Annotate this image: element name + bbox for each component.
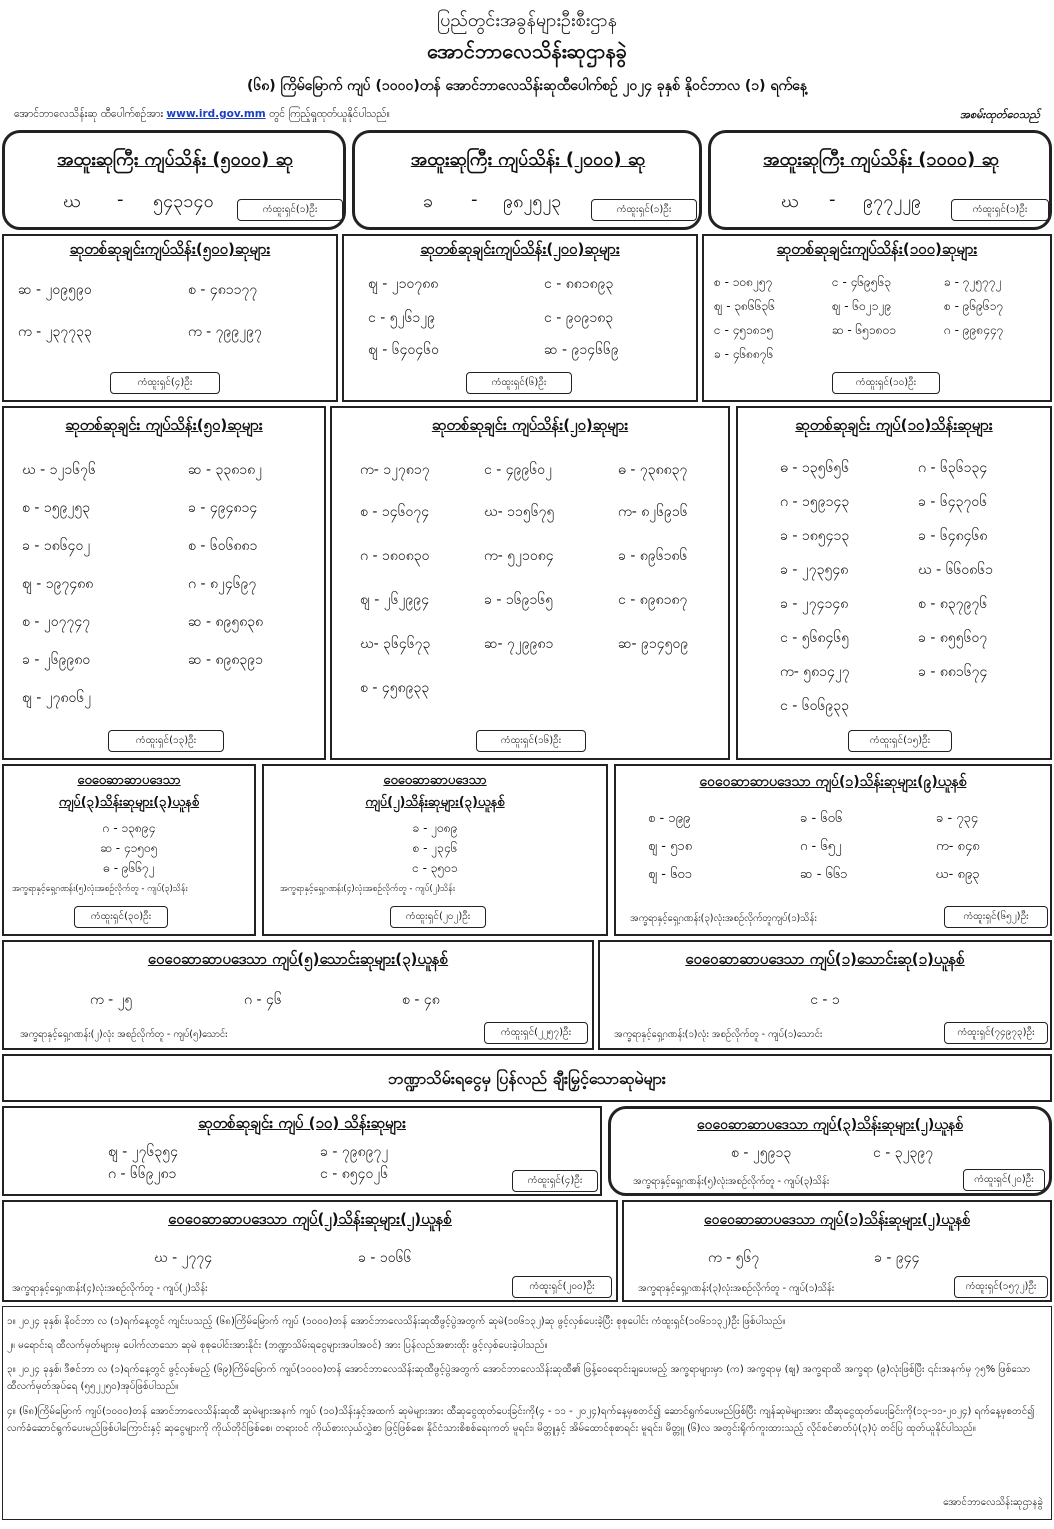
prize-number: ခ - ၄၆၈၈၇၆	[714, 347, 774, 361]
prize-number: င - ၈၉၈၁၈၇	[618, 592, 688, 608]
prize-1lakh-title: ဝေဝေဆာဆာပဒေသာ ကျပ်(၁)သိန်းဆုများ(၉)ယူနစ်	[699, 774, 967, 790]
prize-number: ဆ - ၈၉၅၈၃၈	[188, 614, 264, 630]
prize-3lakh-title-2: ကျပ်(၃)သိန်းဆုများ(၃)ယူနစ်	[58, 795, 200, 810]
prize-number: စ - ၄၅၈၉၃၃	[360, 680, 430, 696]
prize-number: င - ၆၀၆၉၃၃	[780, 698, 849, 714]
prize-number: ဆ - ၈၉၈၃၉၁	[188, 652, 263, 668]
prize-number: ဆ - ၄၁၅၀၅	[100, 841, 158, 855]
prize-dash: -	[471, 189, 478, 210]
prize-number: စ - ၄၈	[402, 992, 440, 1008]
prize-50-title: ဆုတစ်ဆုချင်း ကျပ်သိန်း(၅၀)ဆုများ	[65, 416, 263, 434]
website-notice-suffix: တွင် ကြည့်ရှုထုတ်ယူနိုင်ပါသည်။	[269, 108, 390, 120]
website-notice-prefix: အောင်ဘာလေသိန်းဆု ထီပေါက်စဉ်အား	[14, 108, 164, 120]
prize-number: င - ၃၂၃၉၇	[873, 1145, 934, 1161]
prize-number: ဂ - ၆၅၂	[800, 839, 842, 854]
reallocated-prizes-banner	[2, 1054, 1052, 1102]
prize-number: ခ - ၁၆၉၁၆၅	[484, 592, 554, 608]
prize-number: ဆ - ၉၁၄၆၆၉	[544, 342, 619, 358]
prize-number: ဂ - ၄၆	[244, 992, 282, 1008]
prize-number: စ - ၆၀၆၈၈၁	[188, 538, 258, 554]
prize-number: င - ၈၅၄၀၂၆	[320, 1166, 389, 1182]
prize-200-box	[342, 234, 698, 402]
prize-number: ခ - ၆၄၃၇၀၆	[918, 494, 988, 510]
prize-number: ဈ - ၁၉၇၄၈၈	[22, 576, 94, 592]
match-rule-note: အက္ခရာနှင့်ရှေ့ဂဏန်း(၅)လုံးအစဉ်လိုက်တူ - ကျပ်(၃)သိန်း	[633, 1176, 830, 1187]
notes-panel	[2, 1306, 1052, 1520]
prize-prefix: ဃ	[781, 191, 799, 212]
prize-number: ဈ - ၆၄၀၄၆၀	[368, 342, 440, 358]
winner-count: ကံထူးရှင်(၇၄၉၇၃)ဦး	[944, 1022, 1048, 1044]
grand-prize-box-2	[352, 130, 702, 230]
prize-number: ဂ - ၁၈၀၈၃၀	[360, 548, 430, 564]
prize-number: ဓ - ၇၃၈၈၃၇	[618, 462, 688, 478]
prize-number: င - ၄၉၉၆၀၂	[484, 462, 552, 478]
prize-number: ခ - ၂၇၃၅၄၈	[780, 562, 849, 578]
prize-50-box	[2, 406, 326, 760]
winner-count: ကံထူးရှင်(၄)ဦး	[110, 372, 220, 394]
prize-number: ဂ - ၆၃၆၁၃၄	[918, 460, 988, 476]
winner-count: ကံထူးရှင်(၆)ဦး	[466, 372, 572, 394]
website-notice	[14, 108, 390, 123]
match-rule-note: အက္ခရာနှင့်ရှေ့ဂဏန်း(၃)လုံးအစဉ်လိုက်တူ - ကျပ်(၁)သိန်း	[638, 1283, 835, 1294]
prize-500-title: ဆုတစ်ဆုချင်းကျပ်သိန်း(၅၀၀)ဆုများ	[69, 240, 271, 258]
office-title: အောင်ဘာလေသိန်းဆုဌာနခွဲ	[427, 39, 627, 63]
grand-prize-box-3	[708, 130, 1052, 230]
prize-number: ခ - ၈၉၆၁၈၆	[618, 548, 688, 564]
prize-number: ဃ - ၂၇၇၄	[154, 1250, 213, 1266]
prize-prefix: ခ	[423, 191, 434, 212]
prize-number: စ - ၉၆၉၆၁၇	[944, 299, 1004, 313]
prize-number: က- ၈၂၆၉၁၆	[618, 504, 688, 520]
prize-number: ဓ - ၁၃၅၆၅၆	[780, 460, 850, 476]
realloc-2lakh-title: ဝေဝေဆာဆာပဒေသာ ကျပ်(၂)သိန်းဆုများ(၂)ယူနစ်	[168, 1210, 452, 1228]
prize-20-title: ဆုတစ်ဆုချင်း ကျပ်သိန်း(၂၀)ဆုများ	[431, 416, 629, 434]
prize-number: က - ၂၅	[90, 992, 133, 1008]
prize-number: ဂ - ၁၃၈၉၄	[102, 821, 156, 835]
prize-number: စ - ၄၈၁၁၇၇	[188, 282, 258, 298]
prize-number: ဆ- ၉၁၄၅၀၉	[618, 636, 689, 652]
prize-number: ဂ - ၆၆၉၂၈၁	[108, 1166, 177, 1182]
prize-number: င - ၁	[810, 992, 840, 1008]
grand-prize-box-1	[2, 130, 346, 230]
note-2: ၂။ မရောင်းရ ထီလက်မှတ်များမှ ပေါက်လာသော ဆုမဲ စုစုပေါင်းအားနိုင်း (ဘဏ္ဍာသိမ်းရငွေများအပါအဝင်) အား ပြန်လည်အစားထိုး ဖွင့်လှစ်ပေးခဲ့ပါသည်။	[7, 1340, 548, 1351]
prize-number: စ - ၁၄၆၀၇၄	[360, 504, 430, 520]
winner-count: ကံထူးရှင်(၁၅)ဦး	[848, 730, 952, 752]
prize-number: က - ၅၆၇	[708, 1250, 760, 1266]
prize-number: ခ - ၇၉၈၉၇၂	[320, 1144, 389, 1160]
match-rule-note: အက္ခရာနှင့်ရှေ့ဂဏန်း(၄)လုံးအစဉ်လိုက်တူ - ကျပ်(၂)သိန်း	[12, 1283, 208, 1294]
grand-prize-title: အထူးဆုကြီး ကျပ်သိန်း (၅၀၀၀) ဆု	[57, 149, 293, 170]
prize-number: က - ၂၃၇၇၃၃	[18, 324, 92, 340]
winner-count: ကံထူးရှင်(၄)ဦး	[512, 1170, 598, 1192]
prize-10-title: ဆုတစ်ဆုချင်း ကျပ်(၁၀)သိန်းဆုများ	[795, 416, 993, 434]
preliminary-label: အစမ်းထုတ်ဝေသည်	[959, 108, 1040, 121]
prize-number: ခ - ၄၉၄၈၁၄	[188, 500, 258, 516]
prize-number: ခ - ၁၈၆၄၀၂	[22, 538, 91, 554]
prize-number: င - ၅၆၈၄၆၅	[780, 630, 850, 646]
draw-subtitle: (၆၈) ကြိမ်မြောက် ကျပ် (၁၀၀၀)တန် အောင်ဘာလေသိန်းဆုထီပေါက်စဉ် ၂၀၂၄ ခုနှစ် နိုဝင်ဘာလ (၁) ရက်နေ့	[246, 78, 807, 94]
banner-title: ဘဏ္ဍာသိမ်းရငွေမှ ပြန်လည် ချီးမြှင့်သောဆုမဲများ	[388, 1069, 666, 1088]
website-link[interactable]: www.ird.gov.mm	[166, 108, 266, 120]
prize-number: ဂ - ၈၂၄၆၉၇	[188, 576, 257, 592]
prize-number: က- ၈၄၈	[936, 839, 980, 854]
match-rule-note: အက္ခရာနှင့်ရှေ့ဂဏန်း(၂)လုံး အစဉ်လိုက်တူ - ကျပ်(၅)သောင်း	[20, 1029, 228, 1040]
prize-number: ခ - ၂၇၄၁၄၈	[780, 596, 849, 612]
winner-count: ကံထူးရှင်(၆၅၂)ဦး	[944, 906, 1048, 928]
prize-number: ဈ - ၆၀၁	[648, 867, 693, 882]
prize-dash: -	[117, 189, 124, 210]
winner-count: ကံထူးရှင်(၁)ဦး	[591, 199, 697, 221]
match-rule-note: အက္ခရာနှင့်ရှေ့ဂဏန်း(၁)လုံး အစဉ်လိုက်တူ - ကျပ်(၁)သောင်း	[614, 1029, 823, 1040]
prize-10k-title: ဝေဝေဆာဆာပဒေသာ ကျပ်(၁)သောင်းဆု(၁)ယူနစ်	[685, 950, 965, 968]
prize-number: ခ - ၁၀၆၆	[358, 1250, 412, 1266]
prize-number: က- ၅၂၁၀၈၄	[484, 548, 554, 564]
prize-200-title: ဆုတစ်ဆုချင်းကျပ်သိန်း(၂၀၀)ဆုများ	[420, 240, 620, 258]
prize-number: စ - ၂၅၉၁၃	[731, 1145, 792, 1161]
winner-count: ကံထူးရှင်(၂၀၂)ဦး	[390, 906, 486, 928]
winner-count: ကံထူးရှင်(၂၀)ဦး	[963, 1169, 1045, 1191]
prize-number: ဈ - ၂၇၈၀၆၂	[22, 690, 92, 706]
prize-1lakh-box	[614, 764, 1052, 936]
prize-number: င - ၃၅၀၁	[412, 861, 458, 875]
prize-2lakh-box	[262, 764, 608, 936]
prize-number: င - ၄၅၁၈၁၅	[714, 323, 774, 337]
realloc-1lakh-title: ဝေဝေဆာဆာပဒေသာ ကျပ်(၁)သိန်းဆုများ(၂)ယူနစ်	[704, 1212, 970, 1228]
prize-number: ခ - ၇၂၅၇၇၂	[944, 275, 1002, 289]
winner-count: ကံထူးရှင်(၁၃)ဦး	[108, 730, 224, 752]
department-title: ပြည်တွင်းအခွန်များဦးစီးဌာန	[437, 10, 617, 31]
prize-500-box	[2, 234, 338, 402]
prize-number: ဈ - ၃၈၆၆၃၆	[714, 299, 776, 313]
prize-3lakh-box	[2, 764, 256, 936]
prize-number: ဂ - ၁၅၉၁၄၃	[780, 494, 850, 510]
prize-number: ဆ - ၆၅၁၈၀၁	[832, 323, 897, 337]
match-rule-note: အက္ခရာနှင့်ရှေ့ဂဏန်း(၃)လုံးအစဉ်လိုက်တူကျပ်(၁)သိန်း	[630, 913, 817, 924]
prize-number: ဆ - ၂၀၉၅၉၀	[18, 282, 92, 298]
prize-number: ဃ - ၁၂၁၆၇၆	[22, 462, 96, 478]
prize-3lakh-title-1: ဝေဝေဆာဆာပဒေသာ	[77, 773, 181, 788]
prize-number: က- ၁၂၇၈၁၇	[360, 462, 430, 478]
prize-100-box	[702, 234, 1052, 402]
prize-number: ခ - ၂၀၈၉	[412, 821, 458, 835]
prize-2lakh-title-1: ဝေဝေဆာဆာပဒေသာ	[383, 773, 487, 788]
prize-number: ဃ - ၆၆၀၈၆၁	[918, 562, 993, 578]
winner-count: ကံထူးရှင်(၁၅၇၂)ဦး	[954, 1276, 1048, 1298]
grand-prize-title: အထူးဆုကြီး ကျပ်သိန်း (၂၀၀၀) ဆု	[410, 149, 646, 170]
prize-number: င - ၈၈၁၈၉၃	[544, 276, 614, 292]
prize-50k-title: ဝေဝေဆာဆာပဒေသာ ကျပ်(၅)သောင်းဆုများ(၃)ယူနစ်	[147, 950, 449, 968]
prize-number: ဈ - ၅၁၈	[648, 839, 693, 854]
note-3: ၃။ ၂၀၂၄ ခုနှစ်၊ ဒီဇင်ဘာ လ (၁)ရက်နေ့တွင် ဖွင့်လှစ်မည့် (၆၉)ကြိမ်မြောက် ကျပ်(၁၀၀၀)တန် အောင်ဘာလေသိန်းဆုထီဖွင့်ပွဲအတွက် အောင်ဘာလေသိန်းဆုထီ၏ ဖြန့်ဝေရောင်းချပေးမည့် အက္ခရာများမှာ (က) အက္ခရာမှ (ဈ) အက္ခရာထိ အက္ခရာ (၉)လုံးဖြစ်ပြီး ၎င်းအနက်မှ ၇၅% ဖြစ်သော ထီလက်မှတ်အုပ်ရေ (၅၅၂၂၅၀)အုပ်ဖြစ်ပါသည်။	[7, 1364, 1031, 1392]
footer-signature: အောင်ဘာလေသိန်းဆုဌာနခွဲ	[943, 1497, 1043, 1508]
realloc-1lakh-box	[622, 1200, 1052, 1302]
realloc-2lakh-box	[2, 1200, 618, 1302]
grand-prize-title: အထူးဆုကြီး ကျပ်သိန်း (၁၀၀၀) ဆု	[763, 149, 999, 170]
realloc-3lakh-title: ဝေဝေဆာဆာပဒေသာ ကျပ်(၃)သိန်းဆုများ(၂)ယူနစ်	[697, 1117, 963, 1133]
prize-number: ဂ - ၉၉၈၄၄၇	[944, 323, 1004, 337]
prize-number: ခ - ၇၃၄	[936, 811, 979, 826]
prize-number: ဃ- ၁၁၅၆၇၅	[484, 504, 555, 520]
prize-10k-box	[598, 940, 1052, 1050]
prize-number: ၉၇၇၂၂၉	[863, 191, 922, 212]
prize-10-box	[736, 406, 1052, 760]
prize-number: ဈ - ၆၀၂၁၂၉	[832, 299, 892, 313]
prize-50k-box	[2, 940, 594, 1050]
prize-number: င - ၄၆၉၅၆၃	[832, 275, 892, 289]
prize-number: ဓ - ၉၆၆၇၂	[103, 861, 155, 875]
realloc-3lakh-box	[608, 1106, 1052, 1196]
prize-prefix: ဃ	[63, 191, 81, 212]
prize-number: င - ၅၂၆၁၂၉	[368, 310, 435, 326]
prize-number: ဆ - ၃၃၈၁၈၂	[188, 462, 262, 478]
note-4: ၄။ (၆၈)ကြိမ်မြောက် ကျပ်(၁၀၀၀)တန် အောင်ဘာလေသိန်းဆုထီ ဆုမဲများအနက် ကျပ် (၁၀)သိန်းနှင့်အထက် ဆုမဲများအား ထီဆုငွေထုတ်ပေးခြင်းကို(၄ - ၁၁ - ၂၀၂၄)ရက်နေ့မှစတင်၍ ဆောင်ရွက်ပေးမည်ဖြစ်ပြီး ကျန်ဆုမဲများအား ထီဆုငွေထုတ်ပေးခြင်းကို(၁၃-၁၁-၂၀၂၄) ရက်နေ့မှစတင်၍ လက်ခံဆောင်ရွက်ပေးမည်ဖြစ်ပါကြောင်းနှင့် ဆုငွေများကို ကိုယ်တိုင်ဖြစ်စေ၊ တရားဝင် ကိုယ်စားလှယ်လွှဲစာ ဖြင့်ဖြစ်စေ၊ နိုင်ငံသားစိစစ်ရေးကတ် မူရင်း၊ မိတ္တူနှင့် အိမ်ထောင်စုစာရင်း မူရင်း၊ မိတ္တူ (၆)လ အတွင်းရိုက်ကူးထားသည့် လိုင်စင်ဓာတ်ပုံ(၃)ပုံ တင်ပြ ထုတ်ယူနိုင်ပါသည်။	[7, 1406, 1035, 1434]
winner-count: ကံထူးရှင်(၁)ဦး	[951, 199, 1049, 221]
prize-number: ခ - ၁၈၅၄၁၃	[780, 528, 850, 544]
prize-number: က - ၇၉၉၂၉၇	[188, 324, 262, 340]
prize-number: ခ - ၈၈၁၆၇၄	[918, 664, 988, 680]
prize-number: ၅၄၃၁၄၀	[153, 191, 214, 212]
winner-count: ကံထူးရှင်(၁၀)ဦး	[832, 372, 940, 394]
winner-count: ကံထူးရှင်(၂၀၀)ဦး	[512, 1276, 612, 1298]
prize-number: ခ - ၉၄၄	[874, 1250, 920, 1266]
prize-number: စ - ၂၃၄၆	[412, 841, 458, 855]
prize-number: ဈ - ၂၇၆၃၅၄	[108, 1144, 179, 1160]
winner-count: ကံထူးရှင်(၂၂၅၇)ဦး	[484, 1022, 588, 1044]
prize-number: ခ - ၈၅၅၆၀၇	[918, 630, 988, 646]
realloc-10lakh-box	[2, 1106, 602, 1196]
winner-count: ကံထူးရှင်(၁)ဦး	[237, 199, 343, 221]
prize-number: စ - ၁၅၉၂၅၃	[22, 500, 91, 516]
prize-number: ဈ - ၂၁၀၇၈၈	[368, 276, 439, 292]
prize-dash: -	[829, 189, 836, 210]
prize-number: င - ၉၀၉၁၈၃	[544, 310, 614, 326]
realloc-10lakh-title: ဆုတစ်ဆုချင်း ကျပ် (၁၀) သိန်းဆုများ	[198, 1114, 406, 1132]
prize-number: ခ - ၂၆၉၉၈၀	[22, 652, 91, 668]
prize-number: ၉၈၂၅၂၃	[503, 191, 562, 212]
prize-100-title: ဆုတစ်ဆုချင်းကျပ်သိန်း(၁၀၀)ဆုများ	[776, 240, 978, 258]
prize-number: စ - ၈၃၇၉၇၆	[918, 596, 988, 612]
prize-number: ဃ- ၈၉၃	[936, 867, 980, 882]
prize-number: စ - ၁၉၉	[648, 811, 691, 826]
note-1: ၁။ ၂၀၂၄ ခုနှစ်၊ နိုဝင်ဘာ လ (၁)ရက်နေ့တွင် ကျင်းပသည့် (၆၈)ကြိမ်မြောက် ကျပ် (၁၀၀၀)တန် အောင်ဘာလေသိန်းဆုထီဖွင့်ပွဲအတွက် ဆုမဲ(၁၀၆၁၃၂)ဆု ဖွင့်လှစ်ပေးခဲ့ပြီး စုစုပေါင်း ကံထူးရှင်(၁၀၆၁၁၃၂)ဦး ဖြစ်ပါသည်။	[7, 1316, 786, 1327]
prize-2lakh-title-2: ကျပ်(၂)သိန်းဆုများ(၃)ယူနစ်	[365, 795, 505, 810]
prize-number: ဃ- ၃၆၄၆၇၃	[360, 636, 431, 652]
prize-20-box	[330, 406, 730, 760]
match-rule-note: အက္ခရာနှင့်ရှေ့ဂဏန်း(၄)လုံးအစဉ်လိုက်တူ - ကျပ်(၂)သိန်း	[280, 884, 455, 894]
prize-number: က- ၅၈၁၄၂၇	[780, 664, 850, 680]
prize-number: ဈ - ၂၆၂၉၉၄	[360, 592, 430, 608]
winner-count: ကံထူးရှင်(၃၀)ဦး	[74, 906, 168, 928]
prize-number: ဆ - ၆၆၁	[800, 867, 848, 882]
prize-number: စ - ၁၀၈၂၅၇	[714, 275, 773, 289]
match-rule-note: အက္ခရာနှင့်ရှေ့ဂဏန်း(၅)လုံးအစဉ်လိုက်တူ - ကျပ်(၃)သိန်း	[12, 884, 188, 894]
prize-number: ခ - ၆၀၆	[800, 811, 843, 826]
prize-number: စ - ၂၀၇၇၄၇	[22, 614, 91, 630]
winner-count: ကံထူးရှင်(၁၆)ဦး	[476, 730, 586, 752]
prize-number: ဆ- ၇၂၉၉၈၁	[484, 636, 554, 652]
prize-number: ခ - ၆၄၈၄၆၈	[918, 528, 988, 544]
